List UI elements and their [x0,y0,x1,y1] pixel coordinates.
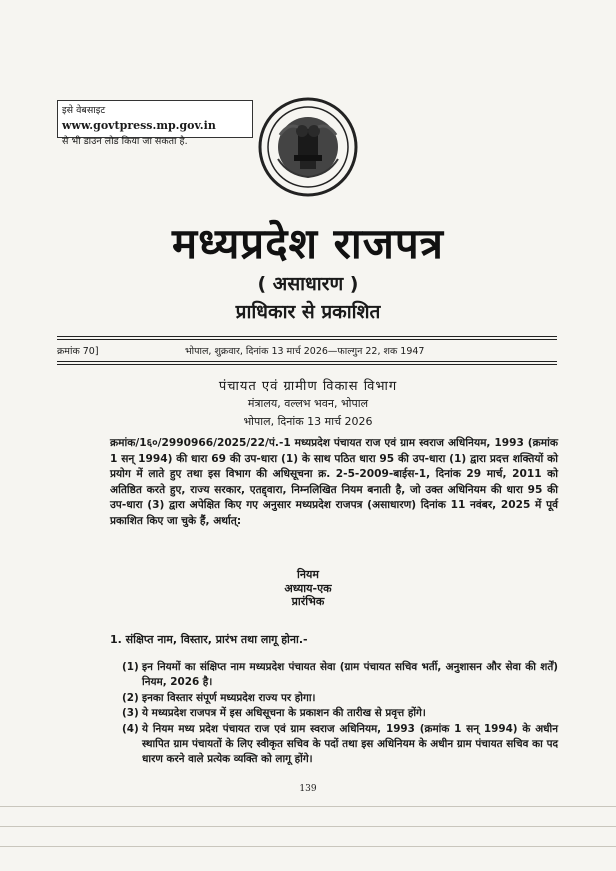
state-emblem-icon [258,95,358,200]
scan-line [0,806,616,807]
list-item [122,691,558,706]
item-number: (1) [122,661,139,673]
section-1-items [122,660,558,768]
scan-line [0,846,616,847]
list-item [122,706,558,721]
department-date: भोपाल, दिनांक 13 मार्च 2026 [243,415,373,428]
department-address: मंत्रालय, वल्लभ भवन, भोपाल [247,397,369,410]
heading-chapter: अध्याय-एक [284,581,332,595]
item-text: ये नियम मध्य प्रदेश पंचायत राज एवं ग्राम स्वराज अधिनियम, 1993 (क्रमांक 1 सन् 1994) के अधीन स्थापित ग्राम पंचायतों के लिए स्वीकृत सचिव के पदों तथा इस अधिनियम के अधीन ग्राम पंचायत सचिव का पद धारण करने वाले प्रत्येक व्यक्ति को लागू होंगे। [142,723,558,765]
divider-bottom-2 [57,364,557,365]
notification-text: क्रमांक/1६०/2990966/2025/22/पं.-1 मध्यप्रदेश पंचायत राज एवं ग्राम स्वराज अधिनियम, 1993 (क्रमांक 1 सन् 1994) की धारा 69 की उप-धारा (1) के साथ पठित धारा 95 की उप-धारा (1) द्वारा प्रदत्त शक्तियों को प्रयोग में लाते हुए तथा इस विभाग की अधिसूचना क्र. 2-5-2009-बाईस-1, दिनांक 29 मार्च, 2011 को अतिष्ठित करते हुए, राज्य सरकार, एतद्द्वारा, निम्नलिखित नियम बनाती है, जो उक्त अधिनियम की धारा 95 की उप-धारा (3) द्वारा अपेक्षित किए गए अनुसार मध्यप्रदेश राजपत्र (असाधारण) दिनांक 11 नवंबर, 2025 में पूर्व प्रकाशित किए जा चुके हैं, अर्थात्: [110,437,558,527]
item-text: इन नियमों का संक्षिप्त नाम मध्यप्रदेश पंचायत सेवा (ग्राम पंचायत सचिव भर्ती, अनुशासन और सेवा की शर्तें) नियम, 2026 है। [142,661,558,688]
item-number: (2) [122,691,139,704]
website-notice [57,100,253,147]
divider-bottom [57,361,557,362]
website-url[interactable]: www.govtpress.mp.gov.in [62,119,216,132]
gazette-subtitle: ( असाधारण ) [257,273,359,295]
divider-top [57,336,557,337]
gazette-authority: प्राधिकार से प्रकाशित [235,301,381,323]
rules-headings [0,568,616,609]
scan-line [0,826,616,827]
divider-top-2 [57,339,557,340]
page-number: 139 [299,784,317,794]
item-number: (4) [122,723,139,736]
heading-preliminary: प्रारंभिक [291,595,325,608]
section-1-heading: 1. संक्षिप्त नाम, विस्तार, प्रारंभ तथा लागू होना.- [110,633,308,646]
website-notice-prefix: इसे वेबसाइट [62,105,106,116]
item-text: इनका विस्तार संपूर्ण मध्यप्रदेश राज्य पर होगा। [142,691,316,704]
gazette-title: मध्यप्रदेश राजपत्र [172,219,444,268]
item-text: ये मध्यप्रदेश राजपत्र में इस अधिसूचना के प्रकाशन की तारीख से प्रवृत्त होंगे। [142,707,426,720]
item-number: (3) [122,707,139,720]
website-notice-line2: से भी डाउन लोड किया जा सकता है. [62,136,188,147]
heading-rules: नियम [297,568,319,581]
list-item [122,722,558,766]
list-item [122,660,558,690]
department-name: पंचायत एवं ग्रामीण विकास विभाग [218,379,398,394]
issue-number: क्रमांक 70] [57,346,99,357]
issue-place-date: भोपाल, शुक्रवार, दिनांक 13 मार्च 2026—फाल्गुन 22, शक 1947 [185,346,425,357]
